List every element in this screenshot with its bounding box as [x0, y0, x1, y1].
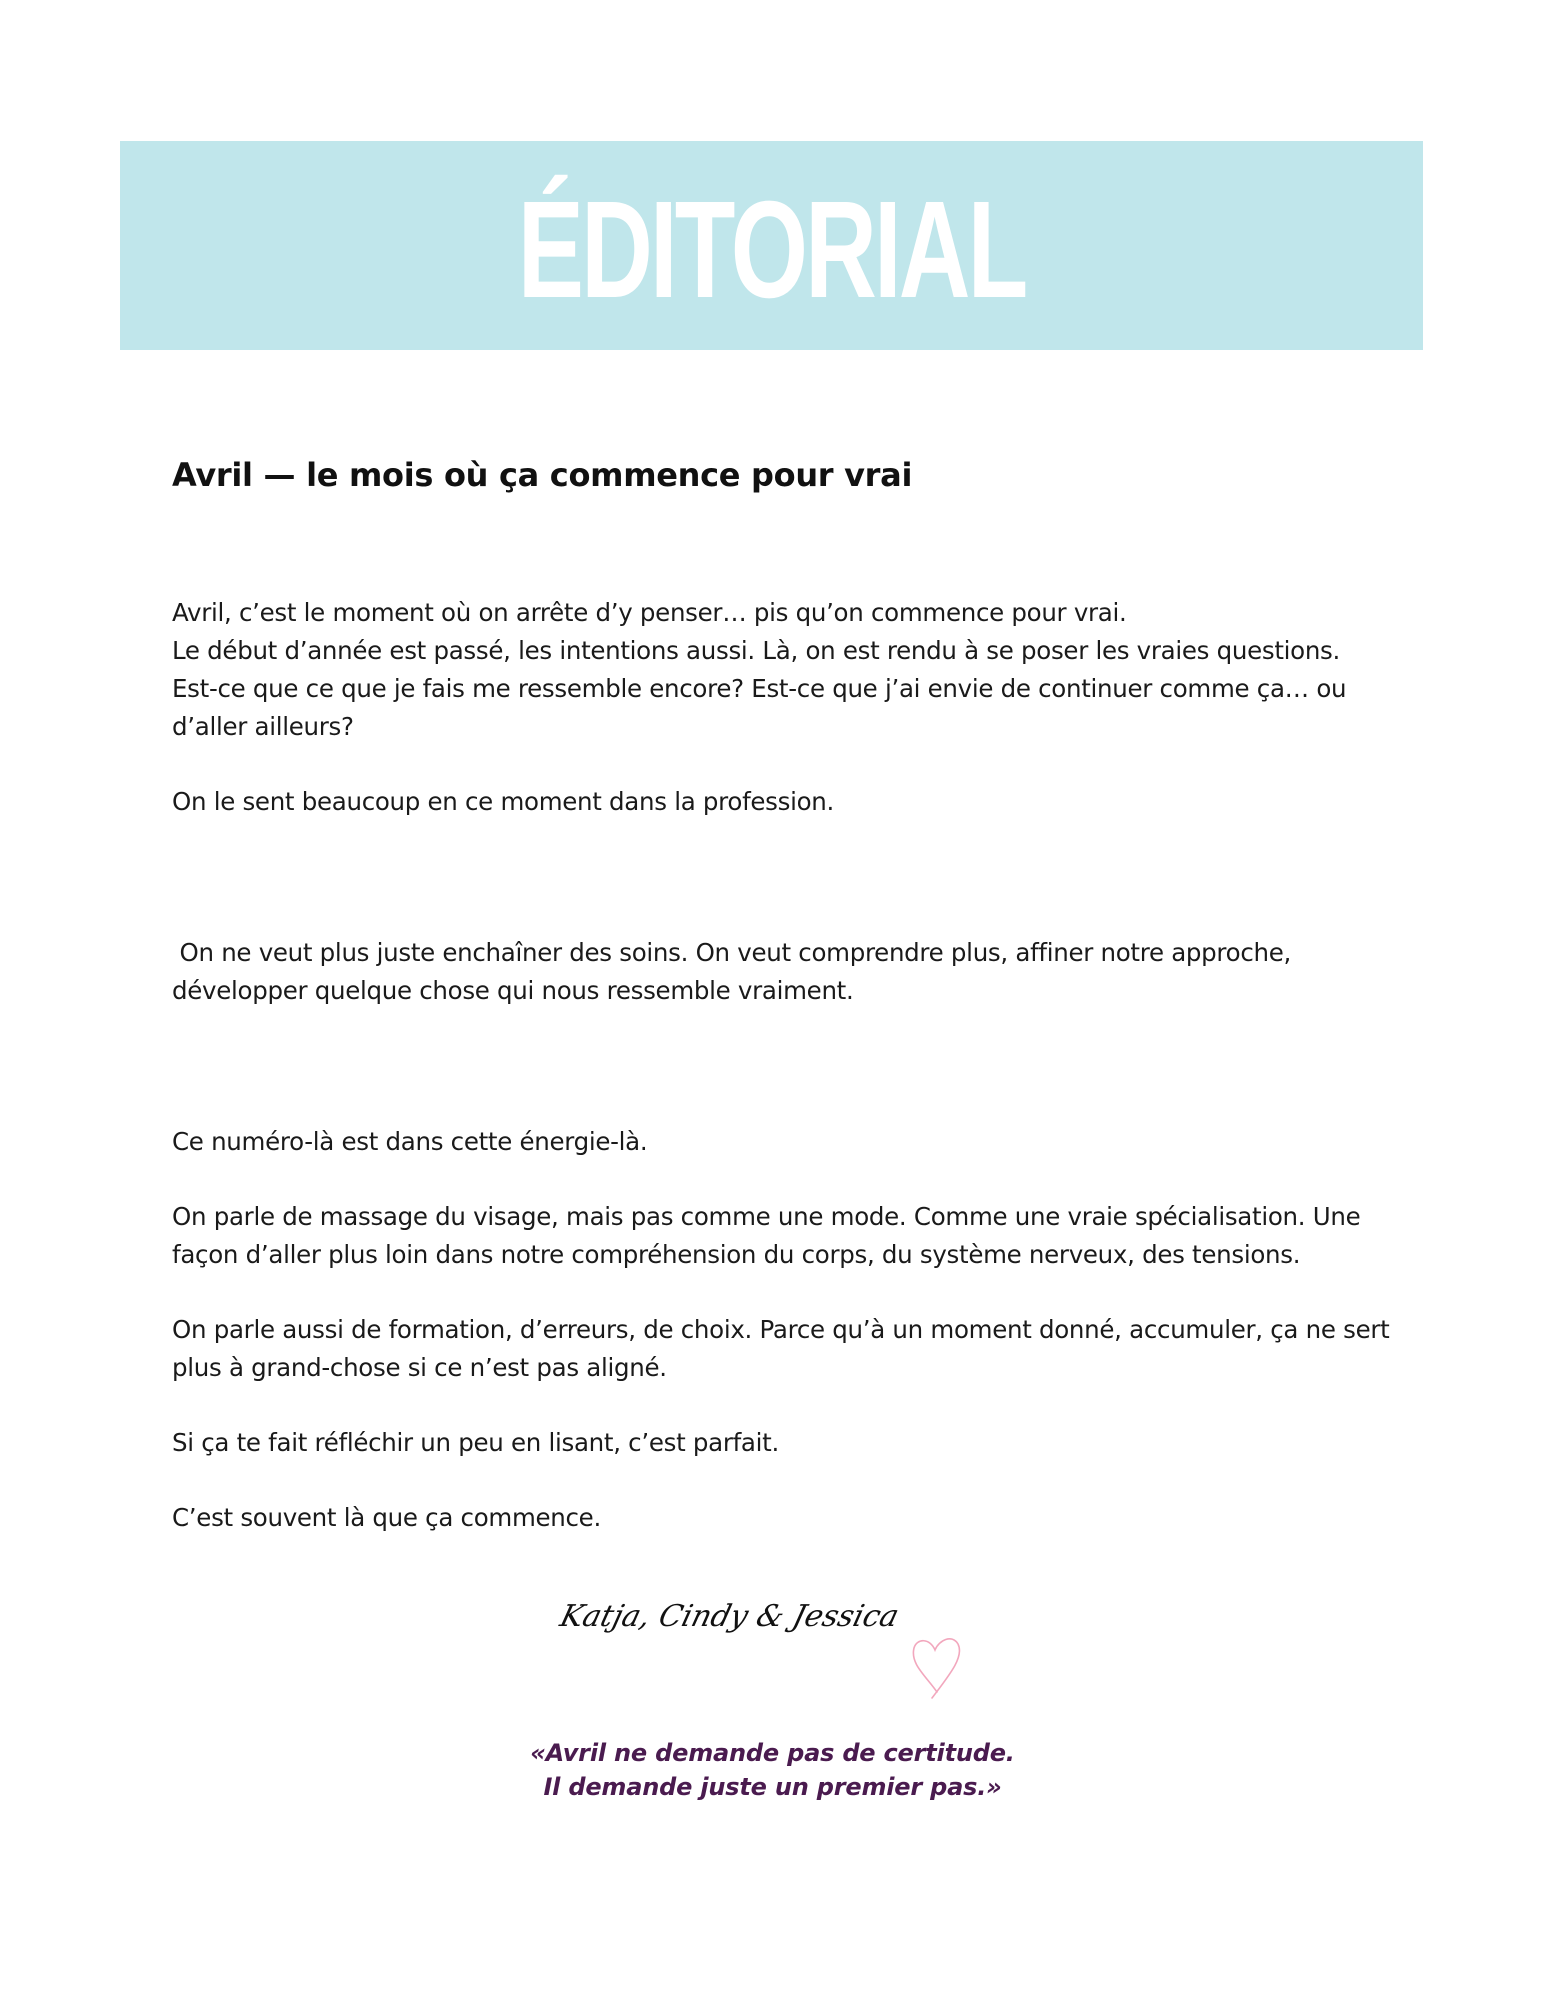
- banner-title: ÉDITORIAL: [517, 172, 1026, 327]
- paragraph-line: Si ça te fait réfléchir un peu en lisant, c’est parfait.: [172, 1428, 779, 1457]
- paragraph: [172, 1123, 1392, 1161]
- paragraph: [172, 1311, 1392, 1387]
- quote-line: «Avril ne demande pas de certitude.: [530, 1739, 1015, 1767]
- paragraph-line: Ce numéro-là est dans cette énergie-là.: [172, 1127, 648, 1156]
- signature: [556, 1580, 903, 1650]
- paragraph: [172, 594, 1392, 746]
- editorial-banner: [120, 141, 1423, 350]
- paragraph-line: Le début d’année est passé, les intentions aussi. Là, on est rendu à se poser les vraies questions. Est-ce que ce que je fais me ressemble encore? Est-ce que j’ai envie de continuer comme ça… ou d’aller ailleurs?: [172, 636, 1347, 741]
- paragraph-line: C’est souvent là que ça commence.: [172, 1503, 601, 1532]
- paragraph: [172, 783, 1392, 821]
- signature-text: Katja, Cindy & Jessica: [556, 1599, 903, 1634]
- paragraph: [172, 858, 1392, 1086]
- paragraph-line: On parle aussi de formation, d’erreurs, de choix. Parce qu’à un moment donné, accumuler, ça ne sert plus à grand-chose si ce n’est pas aligné.: [172, 1315, 1390, 1382]
- quote-line: Il demande juste un premier pas.»: [543, 1773, 1002, 1801]
- paragraph-line: On parle de massage du visage, mais pas comme une mode. Comme une vraie spécialisation. Une façon d’aller plus loin dans notre compréhension du corps, du système nerveux, des tensions.: [172, 1202, 1361, 1269]
- article-headline: Avril — le mois où ça commence pour vrai: [172, 456, 913, 494]
- pull-quote: [0, 1736, 1545, 1804]
- paragraph-line: Avril, c’est le moment où on arrête d’y penser… pis qu’on commence pour vrai.: [172, 598, 1127, 627]
- heart-outline: [913, 1639, 959, 1698]
- paragraph: [172, 1499, 1392, 1537]
- heart-icon: [908, 1632, 966, 1704]
- paragraph: [172, 1198, 1392, 1274]
- paragraph-line: On le sent beaucoup en ce moment dans la profession.: [172, 787, 835, 816]
- article-body: [172, 594, 1392, 1574]
- paragraph-line: On ne veut plus juste enchaîner des soins. On veut comprendre plus, affiner notre approche, développer quelque chose qui nous ressemble vraiment.: [172, 938, 1299, 1005]
- paragraph: [172, 1424, 1392, 1462]
